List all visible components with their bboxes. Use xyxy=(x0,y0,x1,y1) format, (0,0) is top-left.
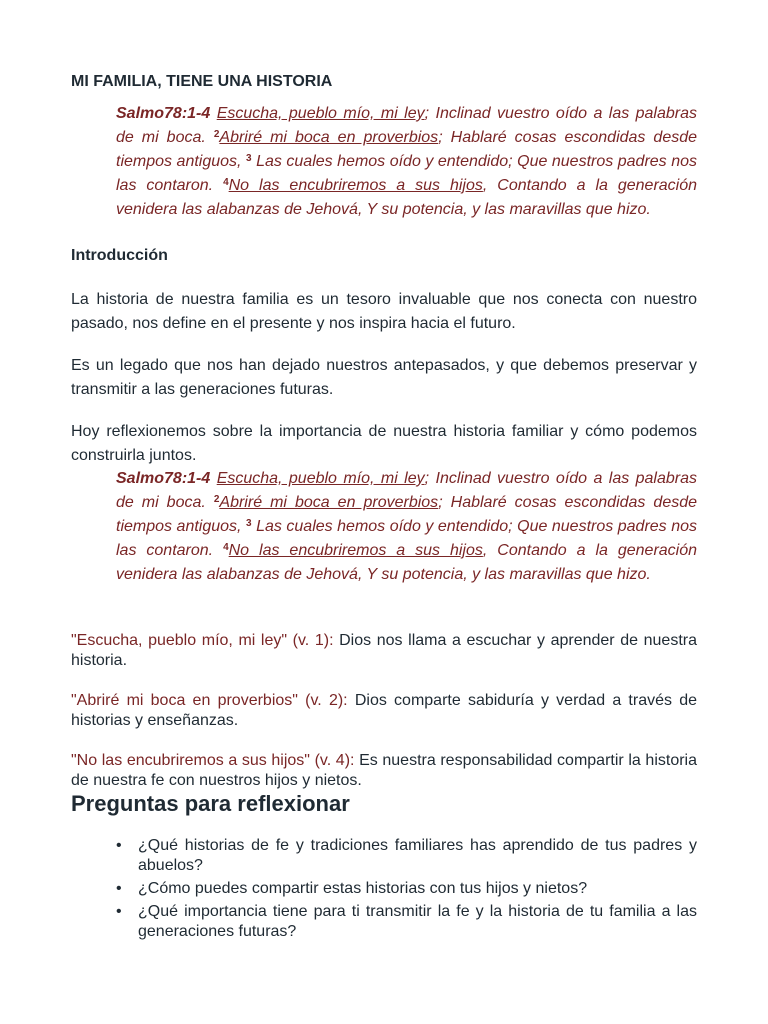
intro-paragraph: Es un legado que nos han dejado nuestros antepasados, y que debemos preservar y transmitir a las generaciones futuras. xyxy=(71,357,697,398)
list-item xyxy=(116,879,697,899)
bullet-icon: • xyxy=(116,837,122,854)
verse-text-2: ; Hablaré cosas escondidas desde tiempos antiguos, xyxy=(116,494,698,535)
scripture-reference: Salmo78:1-4 xyxy=(116,105,211,122)
questions-list xyxy=(116,836,697,945)
verse-phrase-2: Abriré mi boca en proverbios xyxy=(219,129,439,146)
questions-heading: Preguntas para reflexionar xyxy=(71,791,350,816)
key-point-text: Dios comparte sabiduría y verdad a través de historias y enseñanzas. xyxy=(71,692,697,729)
intro-paragraph: Hoy reflexionemos sobre la importancia de nuestra historia familiar y cómo podemos construirla juntos. xyxy=(71,423,697,464)
key-point-quote: "Escucha, pueblo mío, mi ley" (v. 1): xyxy=(71,632,334,649)
key-point xyxy=(71,691,697,731)
verse-text-1: ; Inclinad vuestro oído a las palabras de mi boca. xyxy=(116,105,698,146)
intro-heading: Introducción xyxy=(71,247,168,264)
verse-number-2: 2 xyxy=(213,494,220,505)
verse-number-3: 3 xyxy=(246,518,252,529)
verse-text-1: ; Inclinad vuestro oído a las palabras de mi boca. xyxy=(116,470,698,511)
scripture-passage-repeat xyxy=(116,467,697,587)
verse-number-4: 4 xyxy=(223,542,229,553)
question-text: ¿Cómo puedes compartir estas historias con tus hijos y nietos? xyxy=(138,880,588,897)
bullet-icon: • xyxy=(116,880,122,897)
verse-phrase-1: Escucha, pueblo mío, mi ley xyxy=(216,105,425,122)
list-item xyxy=(116,836,697,876)
bullet-icon: • xyxy=(116,903,122,920)
intro-paragraph: La historia de nuestra familia es un tesoro invaluable que nos conecta con nuestro pasado, nos define en el presente y nos inspira hacia el futuro. xyxy=(71,291,697,332)
key-point-text: Dios nos llama a escuchar y aprender de nuestra historia. xyxy=(71,632,697,669)
key-point xyxy=(71,631,697,671)
verse-phrase-3: No las encubriremos a sus hijos xyxy=(228,542,483,559)
document-title: MI FAMILIA, TIENE UNA HISTORIA xyxy=(71,73,333,90)
verse-text-3: Las cuales hemos oído y entendido; Que nuestros padres nos las contaron. xyxy=(116,518,697,559)
key-point-text: Es nuestra responsabilidad compartir la historia de nuestra fe con nuestros hijos y nietos. xyxy=(71,752,697,789)
scripture-reference: Salmo78:1-4 xyxy=(116,470,211,487)
key-point xyxy=(71,751,697,791)
scripture-passage xyxy=(116,102,697,222)
question-text: ¿Qué historias de fe y tradiciones familiares has aprendido de tus padres y abuelos? xyxy=(138,837,697,874)
verse-phrase-3: No las encubriremos a sus hijos xyxy=(228,177,483,194)
verse-text-2: ; Hablaré cosas escondidas desde tiempos antiguos, xyxy=(116,129,698,170)
question-text: ¿Qué importancia tiene para ti transmitir la fe y la historia de tu familia a las generaciones futuras? xyxy=(138,903,697,940)
key-point-quote: "Abriré mi boca en proverbios" (v. 2): xyxy=(71,692,348,709)
verse-phrase-1: Escucha, pueblo mío, mi ley xyxy=(216,470,425,487)
verse-text-4: , Contando a la generación venidera las alabanzas de Jehová, Y su potencia, y las maravillas que hizo. xyxy=(116,177,698,218)
verse-phrase-2: Abriré mi boca en proverbios xyxy=(219,494,439,511)
list-item xyxy=(116,902,697,942)
verse-number-2: 2 xyxy=(213,129,220,140)
verse-text-4: , Contando a la generación venidera las alabanzas de Jehová, Y su potencia, y las maravillas que hizo. xyxy=(116,542,698,583)
verse-number-3: 3 xyxy=(246,153,252,164)
verse-text-3: Las cuales hemos oído y entendido; Que nuestros padres nos las contaron. xyxy=(116,153,697,194)
verse-number-4: 4 xyxy=(223,177,229,188)
key-point-quote: "No las encubriremos a sus hijos" (v. 4): xyxy=(71,752,355,769)
